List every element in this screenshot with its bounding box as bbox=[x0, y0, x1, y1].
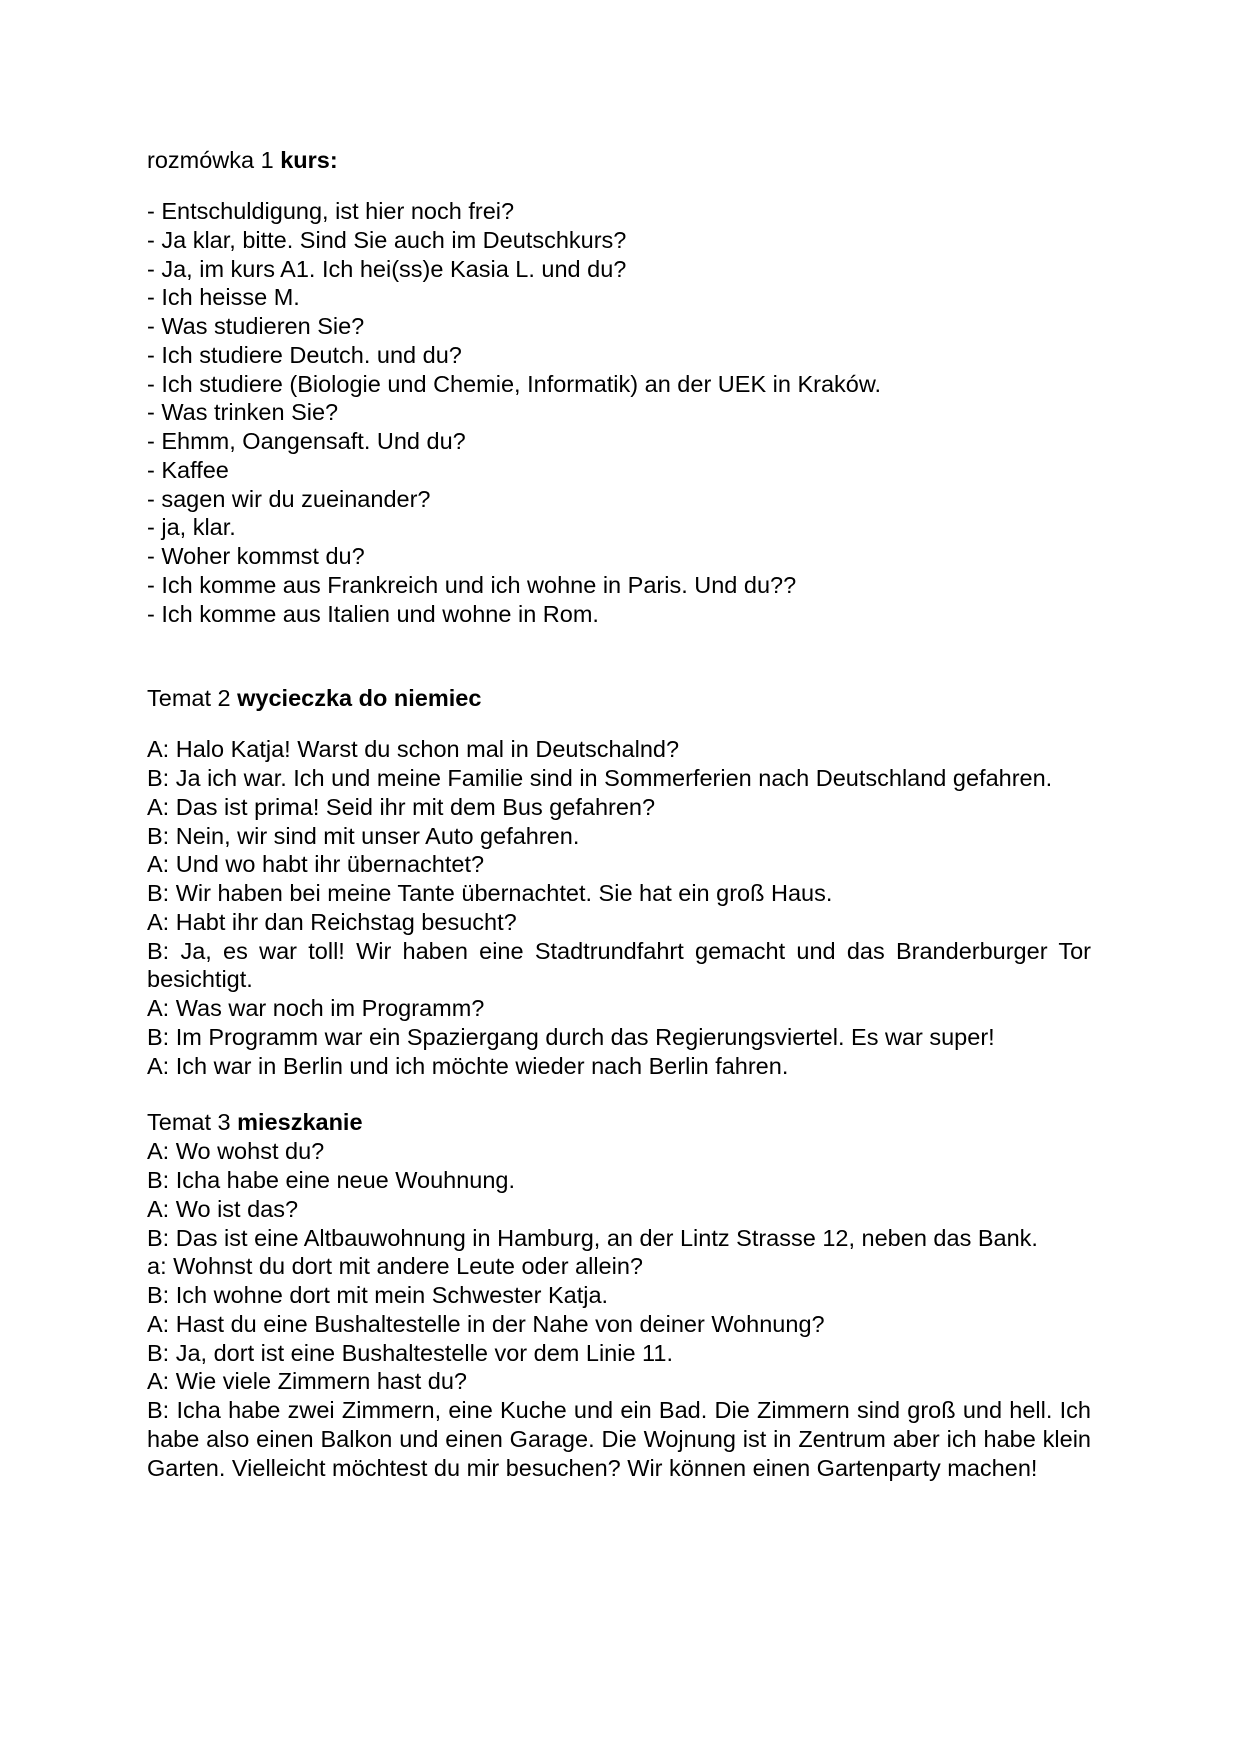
dialogue-line: B: Ja ich war. Ich und meine Familie sind in Sommerferien nach Deutschland gefahren. bbox=[147, 765, 1053, 791]
dialogue-line: A: Und wo habt ihr übernachtet? bbox=[147, 851, 485, 878]
dialogue-line: A: Wie viele Zimmern hast du? bbox=[147, 1368, 467, 1395]
dialogue-line: - Was trinken Sie? bbox=[147, 399, 339, 426]
dialogue-line: B: Ja, es war toll! Wir haben eine Stadtrundfahrt gemacht und das Branderburger Tor besichtigt. bbox=[147, 937, 1091, 993]
dialogue-line: A: Das ist prima! Seid ihr mit dem Bus gefahren? bbox=[147, 793, 656, 820]
document-content bbox=[147, 146, 1091, 1482]
dialogue-line: - Ich komme aus Italien und wohne in Rom. bbox=[147, 600, 599, 627]
dialogue-line: - Kaffee bbox=[147, 456, 229, 483]
dialogue-line: - Ja klar, bitte. Sind Sie auch im Deutschkurs? bbox=[147, 226, 627, 253]
dialogue-line: a: Wohnst du dort mit andere Leute oder allein? bbox=[147, 1253, 643, 1280]
dialogue-line: - sagen wir du zueinander? bbox=[147, 485, 431, 512]
dialogue-line: B: Ja, dort ist eine Bushaltestelle vor dem Linie 11. bbox=[147, 1339, 673, 1366]
dialogue-line: B: Icha habe zwei Zimmern, eine Kuche und ein Bad. Die Zimmern sind groß und hell. Ich habe also einen Balkon und einen Garage. Die Wojnung ist in Zentrum aber ich habe klein Garten. Vielleicht möchtest du mir besuchen? Wir können einen Gartenparty machen! bbox=[147, 1397, 1091, 1481]
section-2-heading: Temat 2 wycieczka do niemiec bbox=[147, 685, 482, 712]
dialogue-line: - Woher kommst du? bbox=[147, 543, 365, 569]
dialogue-line: A: Habt ihr dan Reichstag besucht? bbox=[147, 908, 517, 935]
dialogue-line: A: Wo ist das? bbox=[147, 1195, 299, 1222]
dialogue-line: A: Hast du eine Bushaltestelle in der Nahe von deiner Wohnung? bbox=[147, 1310, 825, 1337]
dialogue-line: A: Ich war in Berlin und ich möchte wieder nach Berlin fahren. bbox=[147, 1052, 789, 1079]
dialogue-line: B: Nein, wir sind mit unser Auto gefahren. bbox=[147, 822, 580, 849]
dialogue-line: - ja, klar. bbox=[147, 514, 236, 541]
dialogue-line: A: Was war noch im Programm? bbox=[147, 995, 485, 1021]
dialogue-line: A: Halo Katja! Warst du schon mal in Deutschalnd? bbox=[147, 736, 680, 763]
section-1-heading: rozmówka 1 kurs: bbox=[147, 147, 338, 173]
dialogue-line: B: Im Programm war ein Spaziergang durch das Regierungsviertel. Es war super! bbox=[147, 1023, 995, 1050]
dialogue-line: B: Das ist eine Altbauwohnung in Hamburg, an der Lintz Strasse 12, neben das Bank. bbox=[147, 1224, 1038, 1251]
dialogue-line: - Entschuldigung, ist hier noch frei? bbox=[147, 198, 515, 224]
dialogue-line: - Ehmm, Oangensaft. Und du? bbox=[147, 428, 466, 454]
dialogue-line: - Ja, im kurs A1. Ich hei(ss)e Kasia L. und du? bbox=[147, 255, 627, 282]
dialogue-line: - Was studieren Sie? bbox=[147, 313, 365, 339]
dialogue-line: - Ich studiere (Biologie und Chemie, Informatik) an der UEK in Kraków. bbox=[147, 370, 882, 397]
dialogue-line: B: Ich wohne dort mit mein Schwester Katja. bbox=[147, 1282, 609, 1308]
dialogue-line: A: Wo wohst du? bbox=[147, 1138, 325, 1165]
dialogue-line: B: Icha habe eine neue Wouhnung. bbox=[147, 1167, 516, 1193]
section-3-heading: Temat 3 mieszkanie bbox=[147, 1109, 363, 1136]
dialogue-line: - Ich heisse M. bbox=[147, 284, 300, 311]
dialogue-line: - Ich komme aus Frankreich und ich wohne in Paris. Und du?? bbox=[147, 571, 797, 598]
dialogue-line: - Ich studiere Deutch. und du? bbox=[147, 341, 462, 368]
dialogue-line: B: Wir haben bei meine Tante übernachtet. Sie hat ein groß Haus. bbox=[147, 880, 833, 906]
